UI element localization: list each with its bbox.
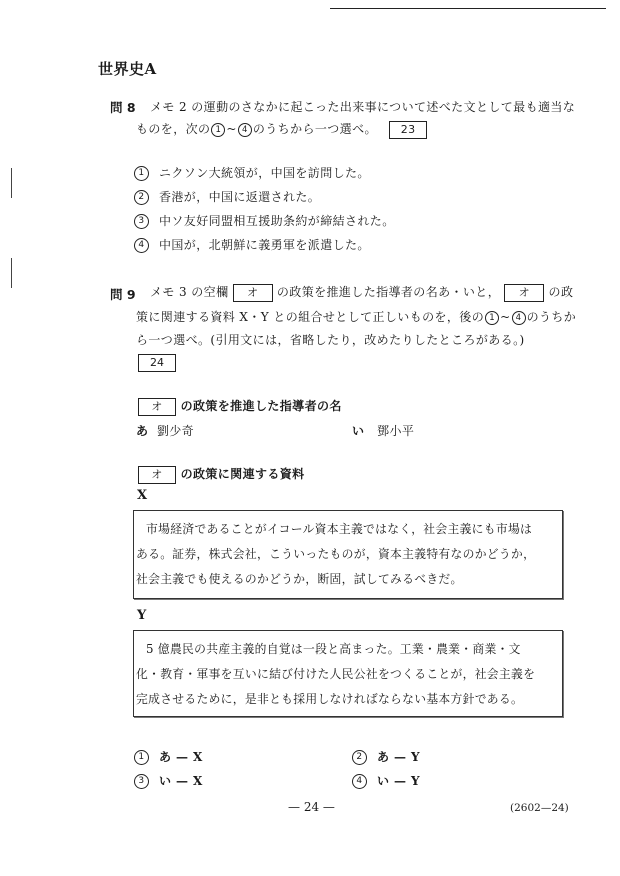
q8-text-line2: ものを，次の 1 ~ 4 のうちから一つ選べ。 23 [136,120,427,139]
q8-label: 問 8 [110,100,136,115]
source-x-box [133,510,563,599]
margin-mark [11,168,12,198]
option-number-circle: 3 [134,774,149,789]
option-number-circle: 4 [352,774,367,789]
option-number-circle: 2 [352,750,367,765]
q9-choice-4[interactable]: 4 い — Y [352,772,420,789]
q9-choice-1[interactable]: 1 あ — X [134,748,203,765]
source-x-line: 社会主義でも使えるのかどうか，断固，試してみるべきだ。 [136,572,463,586]
answer-box-24[interactable]: 24 [138,354,176,372]
blank-o-box: オ [138,466,176,484]
margin-mark [11,258,12,288]
option-number-circle: 1 [134,166,149,181]
page-code: (2602—24) [510,802,569,814]
q9-text-line1: メモ 3 の空欄 オ の政策を推進した指導者の名あ・いと， オ の政 [150,283,573,302]
answer-box-24-wrap [138,352,176,372]
leader-b: い 鄧小平 [352,424,415,438]
source-x-line: ある。証券，株式会社，こういったものが，資本主義特有なのかどうか， [136,547,536,561]
source-y-line: 完成させるために，是非とも採用しなければならない基本方針である。 [136,692,524,706]
q9-choice-3[interactable]: 3 い — X [134,772,203,789]
range-end-circle: 4 [238,123,252,137]
q9-text-line2: 策に関連する資料 X・Y との組合せとして正しいものを，後の 1 ~ 4 のうちか [136,310,577,324]
subject-title: 世界史A [98,60,157,78]
sources-heading: オ の政策に関連する資料 [138,465,305,484]
option-number-circle: 2 [134,190,149,205]
top-rule [330,8,606,9]
blank-o-box: オ [138,398,176,416]
q8-option-1[interactable]: 1 ニクソン大統領が，中国を訪問した。 [134,164,370,181]
q8-option-2[interactable]: 2 香港が，中国に返還された。 [134,188,320,205]
range-end-circle: 4 [512,311,526,325]
source-x-line: 市場経済であることがイコール資本主義ではなく，社会主義にも市場は [146,522,533,536]
blank-o-box: オ [233,284,273,302]
blank-o-box: オ [504,284,544,302]
q9-choice-2[interactable]: 2 あ — Y [352,748,420,765]
source-y-line: 5 億農民の共産主義的自覚は一段と高まった。工業・農業・商業・文 [146,642,521,656]
source-y-line: 化・教育・軍事を互いに結び付けた人民公社をつくることが，社会主義を [136,667,536,681]
source-y-label: Y [137,608,147,623]
option-number-circle: 3 [134,214,149,229]
option-number-circle: 4 [134,238,149,253]
source-y-box [133,630,563,717]
range-start-circle: 1 [485,311,499,325]
q8-text-line1: メモ 2 の運動のさなかに起こった出来事について述べた文として最も適当な [150,100,576,114]
q9-label: 問 9 [110,287,136,302]
answer-box-23[interactable]: 23 [389,121,427,139]
range-start-circle: 1 [211,123,225,137]
option-number-circle: 1 [134,750,149,765]
q8-option-4[interactable]: 4 中国が，北朝鮮に義勇軍を派遣した。 [134,236,370,253]
source-x-label: X [137,488,148,503]
q9-text-line3: ら一つ選べ。(引用文には，省略したり，改めたりしたところがある。) [136,333,525,347]
q8-option-3[interactable]: 3 中ソ友好同盟相互援助条約が締結された。 [134,212,395,229]
leader-a: あ 劉少奇 [136,424,195,438]
leaders-heading: オ の政策を推進した指導者の名 [138,397,342,416]
page-number: — 24 — [288,800,335,814]
